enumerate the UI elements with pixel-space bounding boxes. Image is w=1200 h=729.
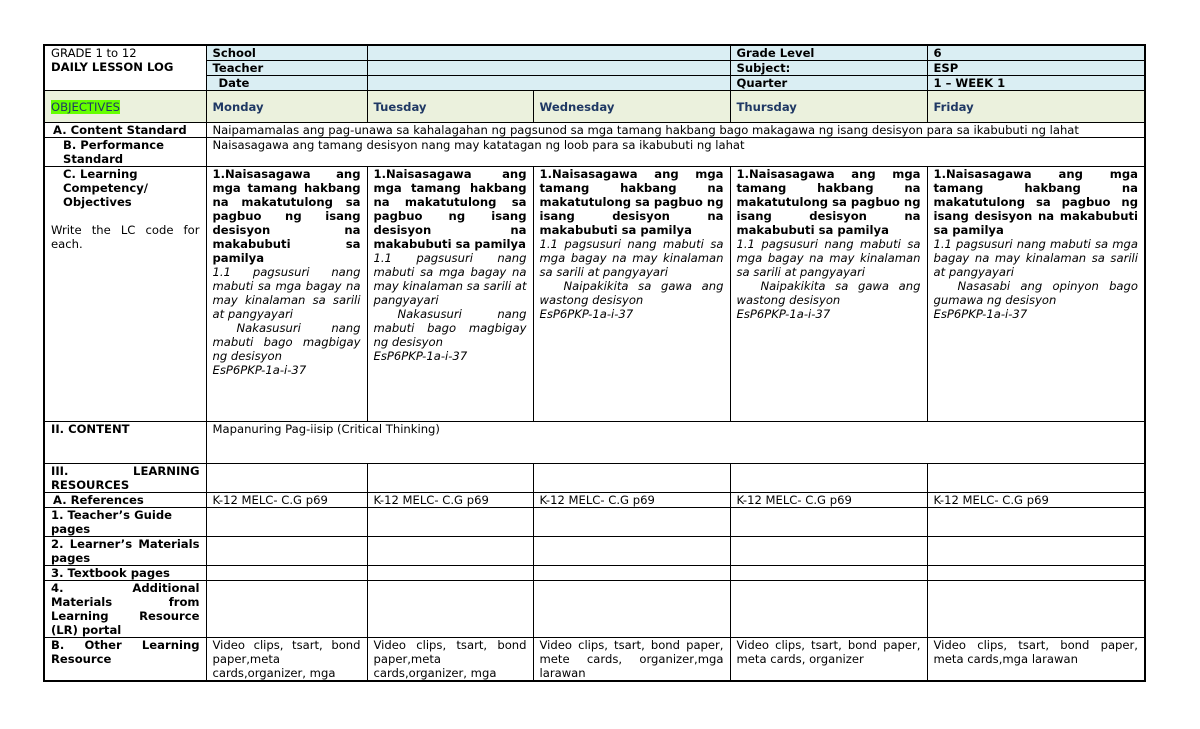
- day-header-monday: Monday: [206, 91, 367, 123]
- grade-level-value: 6: [927, 45, 1145, 61]
- competency-main: 1.Naisasagawa ang mga tamang hakbang na makatutulong sa pagbuo ng isang desisyon na makabubuti sa pamilya: [933, 167, 1138, 237]
- additional-materials-friday[interactable]: [927, 581, 1145, 638]
- objectives-cell: [44, 91, 206, 123]
- textbook-tuesday[interactable]: [367, 566, 533, 581]
- performance-standard-label: B. Performance Standard: [44, 138, 206, 167]
- competency-main: 1.Naisasagawa ang mga tamang hakbang na makatutulong sa pagbuo ng isang desisyon na makabubuti sa pamilya: [212, 167, 361, 265]
- competency-label: C. Learning Competency/ Objectives: [63, 167, 149, 209]
- textbook-friday[interactable]: [927, 566, 1145, 581]
- competency-thursday: [730, 167, 927, 422]
- grade-range: GRADE 1 to 12: [51, 46, 137, 60]
- date-label: Date: [206, 76, 367, 91]
- competency-sub2: Naipakikita sa gawa ang wastong desisyon: [736, 279, 921, 307]
- learners-materials-thursday[interactable]: [730, 537, 927, 566]
- other-resources-wednesday: Video clips, tsart, bond paper, mete cards, organizer,mga larawan: [533, 638, 730, 682]
- other-resources-friday: Video clips, tsart, bond paper, meta cards,mga larawan: [927, 638, 1145, 682]
- log-title-cell: [44, 45, 206, 91]
- content-label: II. CONTENT: [44, 422, 206, 464]
- competency-code: EsP6PKP-1a-i-37: [212, 363, 307, 377]
- competency-sub1: 1.1 pagsusuri nang mabuti sa mga bagay na may kinalaman sa sarili at pangyayari: [736, 237, 921, 279]
- resources-tuesday[interactable]: [367, 464, 533, 493]
- competency-wednesday: [533, 167, 730, 422]
- teachers-guide-tuesday[interactable]: [367, 508, 533, 537]
- competency-code: EsP6PKP-1a-i-37: [539, 307, 634, 321]
- textbook-monday[interactable]: [206, 566, 367, 581]
- teachers-guide-monday[interactable]: [206, 508, 367, 537]
- other-resources-monday: Video clips, tsart, bond paper,meta cards,organizer, mga: [206, 638, 367, 682]
- learners-materials-monday[interactable]: [206, 537, 367, 566]
- additional-materials-monday[interactable]: [206, 581, 367, 638]
- daily-lesson-log-table: [43, 44, 1146, 682]
- references-tuesday: K-12 MELC- C.G p69: [367, 493, 533, 508]
- competency-main: 1.Naisasagawa ang mga tamang hakbang na makatutulong sa pagbuo ng isang desisyon na makabubuti sa pamilya: [539, 167, 724, 237]
- teacher-field[interactable]: [367, 61, 730, 76]
- teachers-guide-wednesday[interactable]: [533, 508, 730, 537]
- textbook-wednesday[interactable]: [533, 566, 730, 581]
- learners-materials-tuesday[interactable]: [367, 537, 533, 566]
- resources-thursday[interactable]: [730, 464, 927, 493]
- teachers-guide-label: 1. Teacher’s Guide pages: [44, 508, 206, 537]
- competency-sub1: 1.1 pagsusuri nang mabuti sa mga bagay na may kinalaman sa sarili at pangyayari: [933, 237, 1138, 279]
- competency-sub2: Nasasabi ang opinyon bago gumawa ng desisyon: [933, 279, 1138, 307]
- day-header-wednesday: Wednesday: [533, 91, 730, 123]
- textbook-thursday[interactable]: [730, 566, 927, 581]
- references-monday: K-12 MELC- C.G p69: [206, 493, 367, 508]
- content-standard-text: Naipamamalas ang pag-unawa sa kahalagahan ng pagsunod sa mga tamang hakbang bago makagawa ng isang desisyon para sa ikabubuti ng lahat: [206, 123, 1145, 138]
- competency-main: 1.Naisasagawa ang mga tamang hakbang na makatutulong sa pagbuo ng isang desisyon na makabubuti sa pamilya: [373, 167, 527, 251]
- references-wednesday: K-12 MELC- C.G p69: [533, 493, 730, 508]
- competency-note: Write the LC code for each.: [51, 223, 200, 251]
- content-standard-label: A. Content Standard: [44, 123, 206, 138]
- competency-sub1: 1.1 pagsusuri nang mabuti sa mga bagay na may kinalaman sa sarili at pangyayari: [373, 251, 527, 307]
- competency-code: EsP6PKP-1a-i-37: [373, 349, 468, 363]
- competency-main: 1.Naisasagawa ang mga tamang hakbang na makatutulong sa pagbuo ng isang desisyon na makabubuti sa pamilya: [736, 167, 921, 237]
- date-field[interactable]: [367, 76, 730, 91]
- competency-sub2: Nakasusuri nang mabuti bago magbigay ng desisyon: [373, 307, 527, 349]
- subject-value: ESP: [927, 61, 1145, 76]
- references-friday: K-12 MELC- C.G p69: [927, 493, 1145, 508]
- school-field[interactable]: [367, 45, 730, 61]
- day-header-friday: Friday: [927, 91, 1145, 123]
- resources-friday[interactable]: [927, 464, 1145, 493]
- resources-monday[interactable]: [206, 464, 367, 493]
- references-thursday: K-12 MELC- C.G p69: [730, 493, 927, 508]
- competency-code: EsP6PKP-1a-i-37: [736, 307, 831, 321]
- other-resources-tuesday: Video clips, tsart, bond paper,meta cards,organizer, mga: [367, 638, 533, 682]
- competency-code: EsP6PKP-1a-i-37: [933, 307, 1028, 321]
- competency-sub1: 1.1 pagsusuri nang mabuti sa mga bagay na may kinalaman sa sarili at pangyayari: [212, 265, 361, 321]
- quarter-label: Quarter: [730, 76, 927, 91]
- additional-materials-wednesday[interactable]: [533, 581, 730, 638]
- school-label: School: [206, 45, 367, 61]
- log-title: DAILY LESSON LOG: [51, 60, 174, 74]
- other-resources-thursday: Video clips, tsart, bond paper, meta cards, organizer: [730, 638, 927, 682]
- competency-sub2: Nakasusuri nang mabuti bago magbigay ng desisyon: [212, 321, 361, 363]
- other-resources-label: B. Other Learning Resource: [44, 638, 206, 682]
- competency-friday: [927, 167, 1145, 422]
- content-text: Mapanuring Pag-iisip (Critical Thinking): [206, 422, 1145, 464]
- learning-resources-label: III. LEARNING RESOURCES: [44, 464, 206, 493]
- quarter-value: 1 – WEEK 1: [927, 76, 1145, 91]
- teacher-label: Teacher: [206, 61, 367, 76]
- teachers-guide-friday[interactable]: [927, 508, 1145, 537]
- day-header-tuesday: Tuesday: [367, 91, 533, 123]
- learners-materials-wednesday[interactable]: [533, 537, 730, 566]
- grade-level-label: Grade Level: [730, 45, 927, 61]
- competency-sub1: 1.1 pagsusuri nang mabuti sa mga bagay na may kinalaman sa sarili at pangyayari: [539, 237, 724, 279]
- learners-materials-friday[interactable]: [927, 537, 1145, 566]
- additional-materials-tuesday[interactable]: [367, 581, 533, 638]
- competency-label-cell: [44, 167, 206, 422]
- textbook-label: 3. Textbook pages: [44, 566, 206, 581]
- additional-materials-label: 4. Additional Materials from Learning Resource (LR) portal: [44, 581, 206, 638]
- competency-tuesday: [367, 167, 533, 422]
- competency-monday: [206, 167, 367, 422]
- learners-materials-label: 2. Learner’s Materials pages: [44, 537, 206, 566]
- teachers-guide-thursday[interactable]: [730, 508, 927, 537]
- objectives-label: OBJECTIVES: [51, 99, 121, 114]
- resources-wednesday[interactable]: [533, 464, 730, 493]
- additional-materials-thursday[interactable]: [730, 581, 927, 638]
- day-header-thursday: Thursday: [730, 91, 927, 123]
- competency-sub2: Naipakikita sa gawa ang wastong desisyon: [539, 279, 724, 307]
- references-label: A. References: [44, 493, 206, 508]
- performance-standard-text: Naisasagawa ang tamang desisyon nang may katatagan ng loob para sa ikabubuti ng lahat: [206, 138, 1145, 167]
- subject-label: Subject:: [730, 61, 927, 76]
